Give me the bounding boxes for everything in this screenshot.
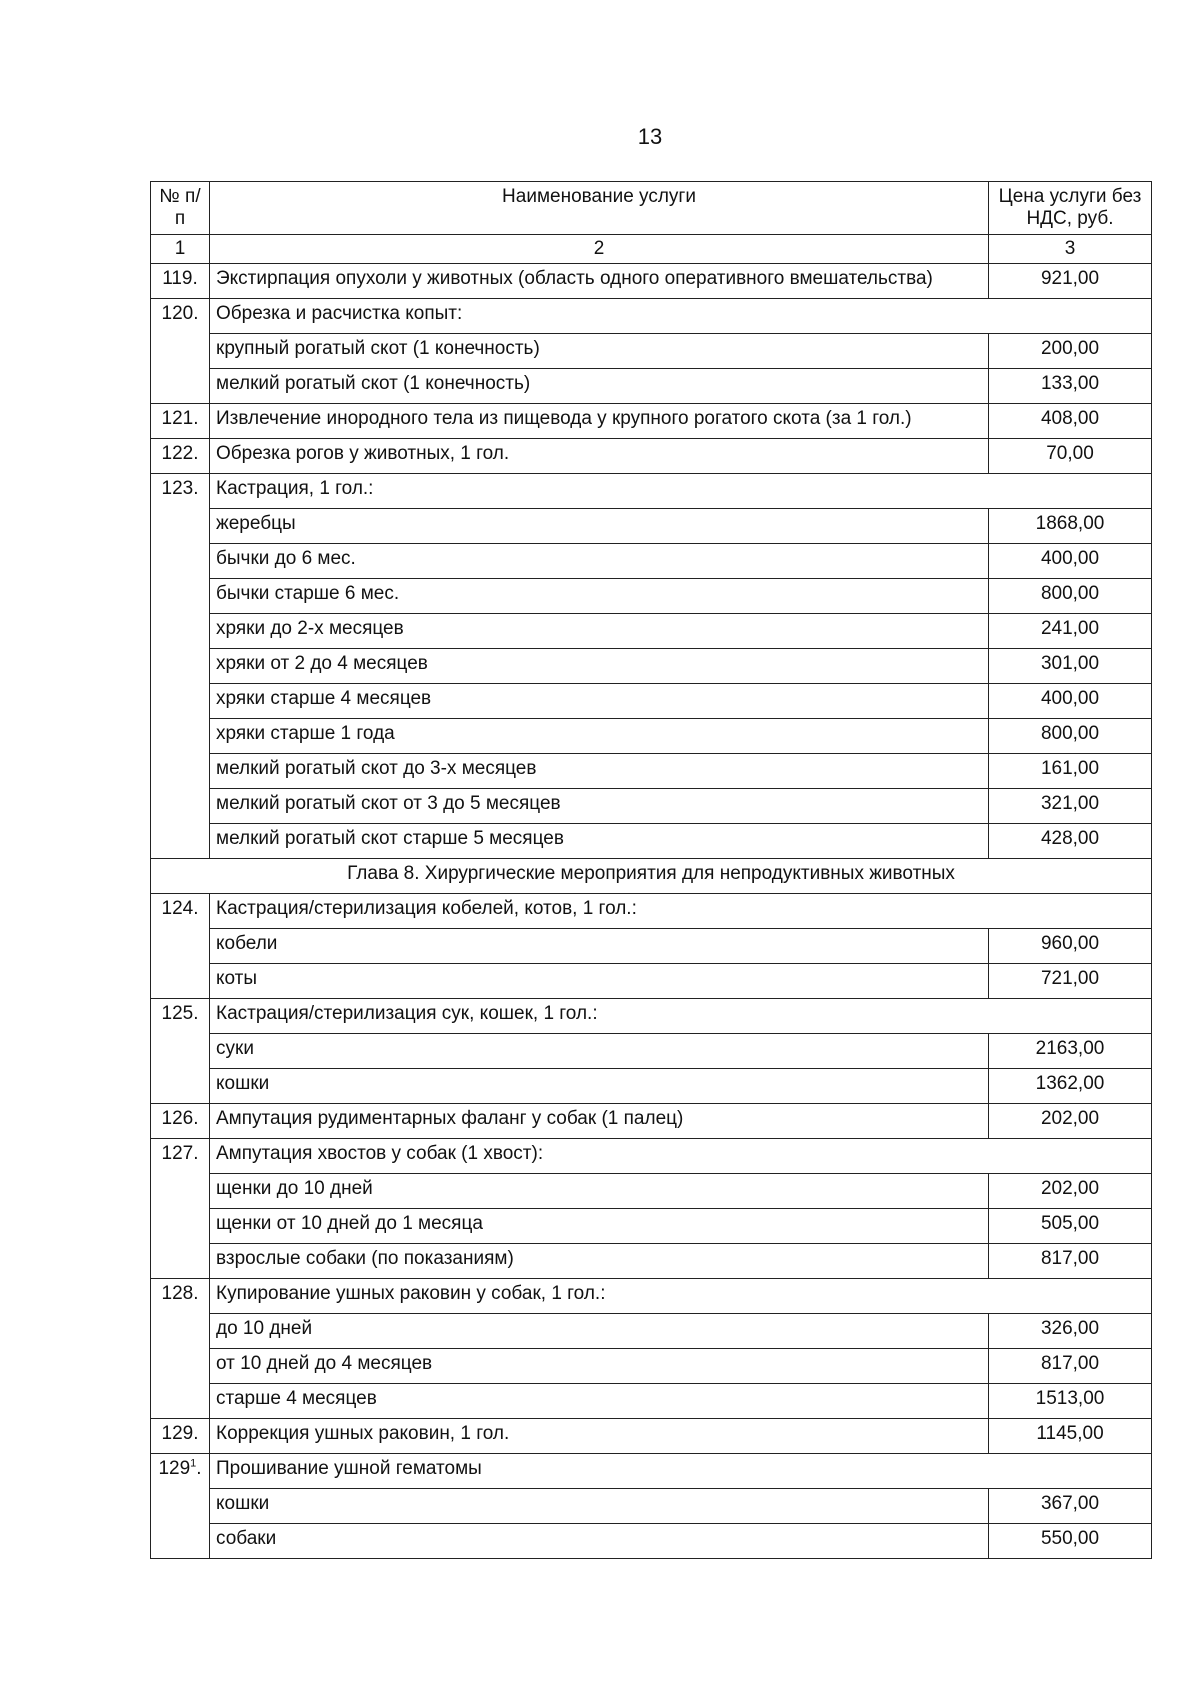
sub-row bbox=[151, 684, 1152, 719]
sub-service-name: кошки bbox=[210, 1069, 989, 1104]
chapter-heading: Глава 8. Хирургические мероприятия для непродуктивных животных bbox=[151, 859, 1152, 894]
sub-service-price: 321,00 bbox=[989, 789, 1152, 824]
service-price: 202,00 bbox=[989, 1104, 1152, 1139]
item-number: 125. bbox=[151, 999, 210, 1104]
table-row bbox=[151, 894, 1152, 929]
sub-row bbox=[151, 1489, 1152, 1524]
sub-service-name: коты bbox=[210, 964, 989, 999]
table-row bbox=[151, 299, 1152, 334]
table-row bbox=[151, 404, 1152, 439]
sub-service-price: 800,00 bbox=[989, 719, 1152, 754]
sub-service-price: 817,00 bbox=[989, 1244, 1152, 1279]
service-name: Извлечение инородного тела из пищевода у крупного рогатого скота (за 1 гол.) bbox=[210, 404, 989, 439]
sub-service-name: кобели bbox=[210, 929, 989, 964]
sub-service-price: 550,00 bbox=[989, 1524, 1152, 1559]
chapter-row bbox=[151, 859, 1152, 894]
sub-service-name: собаки bbox=[210, 1524, 989, 1559]
header-row bbox=[151, 182, 1152, 235]
col-index-1: 1 bbox=[151, 235, 210, 264]
service-name: Кастрация/стерилизация кобелей, котов, 1 гол.: bbox=[210, 894, 1152, 929]
sub-service-name: до 10 дней bbox=[210, 1314, 989, 1349]
page-number: 13 bbox=[637, 124, 663, 149]
sub-row bbox=[151, 1384, 1152, 1419]
sub-row bbox=[151, 369, 1152, 404]
service-price: 408,00 bbox=[989, 404, 1152, 439]
sub-service-price: 367,00 bbox=[989, 1489, 1152, 1524]
sub-row bbox=[151, 1209, 1152, 1244]
table-row bbox=[151, 1139, 1152, 1174]
sub-service-name: от 10 дней до 4 месяцев bbox=[210, 1349, 989, 1384]
sub-service-name: взрослые собаки (по показаниям) bbox=[210, 1244, 989, 1279]
item-number: 119. bbox=[151, 264, 210, 299]
sub-row bbox=[151, 1524, 1152, 1559]
sub-row bbox=[151, 614, 1152, 649]
sub-service-price: 1362,00 bbox=[989, 1069, 1152, 1104]
sub-service-price: 200,00 bbox=[989, 334, 1152, 369]
sub-row bbox=[151, 579, 1152, 614]
table-row bbox=[151, 439, 1152, 474]
sub-service-price: 505,00 bbox=[989, 1209, 1152, 1244]
sub-row bbox=[151, 1174, 1152, 1209]
service-name: Купирование ушных раковин у собак, 1 гол.: bbox=[210, 1279, 1152, 1314]
service-price: 921,00 bbox=[989, 264, 1152, 299]
sub-service-name: бычки до 6 мес. bbox=[210, 544, 989, 579]
sub-row bbox=[151, 964, 1152, 999]
service-name: Прошивание ушной гематомы bbox=[210, 1454, 1152, 1489]
table-row bbox=[151, 1104, 1152, 1139]
sub-service-price: 960,00 bbox=[989, 929, 1152, 964]
price-table bbox=[150, 181, 1152, 1559]
sub-row bbox=[151, 1069, 1152, 1104]
service-name: Кастрация, 1 гол.: bbox=[210, 474, 1152, 509]
item-number: 129. bbox=[151, 1419, 210, 1454]
sub-row bbox=[151, 824, 1152, 859]
column-index-row bbox=[151, 235, 1152, 264]
table-row bbox=[151, 264, 1152, 299]
header-num: № п/п bbox=[151, 182, 210, 235]
sub-service-name: хряки от 2 до 4 месяцев bbox=[210, 649, 989, 684]
header-price: Цена услуги без НДС, руб. bbox=[989, 182, 1152, 235]
sub-service-price: 161,00 bbox=[989, 754, 1152, 789]
sub-service-name: щенки до 10 дней bbox=[210, 1174, 989, 1209]
sub-row bbox=[151, 719, 1152, 754]
item-number: 123. bbox=[151, 474, 210, 859]
col-index-2: 2 bbox=[210, 235, 989, 264]
sub-service-price: 301,00 bbox=[989, 649, 1152, 684]
item-number: 126. bbox=[151, 1104, 210, 1139]
sub-service-name: старше 4 месяцев bbox=[210, 1384, 989, 1419]
sub-row bbox=[151, 544, 1152, 579]
sub-row bbox=[151, 789, 1152, 824]
sub-service-price: 202,00 bbox=[989, 1174, 1152, 1209]
sub-service-name: щенки от 10 дней до 1 месяца bbox=[210, 1209, 989, 1244]
sub-service-price: 326,00 bbox=[989, 1314, 1152, 1349]
sub-service-name: мелкий рогатый скот от 3 до 5 месяцев bbox=[210, 789, 989, 824]
item-number: 120. bbox=[151, 299, 210, 404]
sub-service-name: кошки bbox=[210, 1489, 989, 1524]
price-table-body bbox=[151, 264, 1152, 1559]
sub-service-name: мелкий рогатый скот старше 5 месяцев bbox=[210, 824, 989, 859]
table-row bbox=[151, 474, 1152, 509]
table-row bbox=[151, 1419, 1152, 1454]
item-number: 122. bbox=[151, 439, 210, 474]
sub-row bbox=[151, 754, 1152, 789]
service-price: 1145,00 bbox=[989, 1419, 1152, 1454]
service-price: 70,00 bbox=[989, 439, 1152, 474]
item-number: 127. bbox=[151, 1139, 210, 1279]
sub-row bbox=[151, 334, 1152, 369]
sub-service-price: 428,00 bbox=[989, 824, 1152, 859]
sub-service-name: мелкий рогатый скот до 3-х месяцев bbox=[210, 754, 989, 789]
sub-service-price: 817,00 bbox=[989, 1349, 1152, 1384]
table-row bbox=[151, 1279, 1152, 1314]
sub-row bbox=[151, 1349, 1152, 1384]
service-name: Коррекция ушных раковин, 1 гол. bbox=[210, 1419, 989, 1454]
header-name: Наименование услуги bbox=[210, 182, 989, 235]
service-name: Обрезка рогов у животных, 1 гол. bbox=[210, 439, 989, 474]
sub-service-name: бычки старше 6 мес. bbox=[210, 579, 989, 614]
service-name: Обрезка и расчистка копыт: bbox=[210, 299, 1152, 334]
sub-service-price: 721,00 bbox=[989, 964, 1152, 999]
sub-service-name: хряки старше 4 месяцев bbox=[210, 684, 989, 719]
sub-service-name: крупный рогатый скот (1 конечность) bbox=[210, 334, 989, 369]
sub-service-price: 241,00 bbox=[989, 614, 1152, 649]
item-number: $129^1$. bbox=[151, 1454, 210, 1559]
sub-row bbox=[151, 1034, 1152, 1069]
sub-row bbox=[151, 1244, 1152, 1279]
table-row bbox=[151, 999, 1152, 1034]
sub-row bbox=[151, 509, 1152, 544]
service-name: Ампутация рудиментарных фаланг у собак (1 палец) bbox=[210, 1104, 989, 1139]
service-name: Ампутация хвостов у собак (1 хвост): bbox=[210, 1139, 1152, 1174]
sub-service-price: 400,00 bbox=[989, 544, 1152, 579]
table-row bbox=[151, 1454, 1152, 1489]
sub-service-price: 1868,00 bbox=[989, 509, 1152, 544]
sub-service-name: жеребцы bbox=[210, 509, 989, 544]
service-name: Экстирпация опухоли у животных (область одного оперативного вмешательства) bbox=[210, 264, 989, 299]
sub-service-name: хряки старше 1 года bbox=[210, 719, 989, 754]
sub-service-price: 133,00 bbox=[989, 369, 1152, 404]
sub-service-price: 400,00 bbox=[989, 684, 1152, 719]
col-index-3: 3 bbox=[989, 235, 1152, 264]
sub-service-price: 1513,00 bbox=[989, 1384, 1152, 1419]
sub-service-name: хряки до 2-х месяцев bbox=[210, 614, 989, 649]
item-number: 128. bbox=[151, 1279, 210, 1419]
sub-service-price: 2163,00 bbox=[989, 1034, 1152, 1069]
item-number: 124. bbox=[151, 894, 210, 999]
service-name: Кастрация/стерилизация сук, кошек, 1 гол.: bbox=[210, 999, 1152, 1034]
sub-row bbox=[151, 649, 1152, 684]
sub-service-price: 800,00 bbox=[989, 579, 1152, 614]
sub-row bbox=[151, 1314, 1152, 1349]
sub-row bbox=[151, 929, 1152, 964]
item-number-superscript: 1 bbox=[190, 1457, 197, 1470]
sub-service-name: мелкий рогатый скот (1 конечность) bbox=[210, 369, 989, 404]
item-number: 121. bbox=[151, 404, 210, 439]
sub-service-name: суки bbox=[210, 1034, 989, 1069]
